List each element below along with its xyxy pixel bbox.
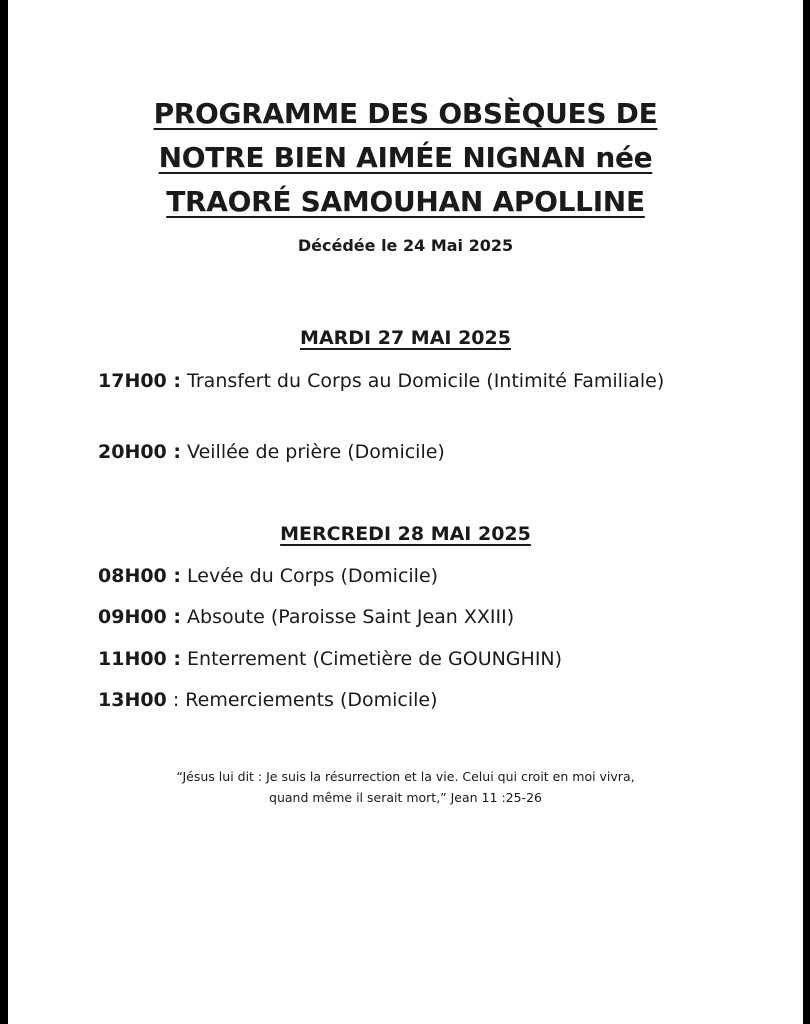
schedule-time: 11H00 : (98, 648, 181, 670)
day-heading-wednesday: MERCREDI 28 MAI 2025 (280, 523, 531, 545)
title-line-1: PROGRAMME DES OBSÈQUES DE (153, 97, 658, 130)
schedule-item (98, 367, 698, 395)
schedule-item (98, 562, 698, 590)
page-title (8, 92, 803, 224)
death-date: Décédée le 24 Mai 2025 (297, 236, 514, 255)
title-line-3: TRAORÉ SAMOUHAN APOLLINE (166, 185, 645, 218)
schedule-item (98, 645, 698, 673)
schedule-time: 08H00 : (98, 565, 181, 587)
quote-line-1: “Jésus lui dit : Je suis la résurrection et la vie. Celui qui croit en moi vivra, (176, 769, 635, 784)
title-line-2: NOTRE BIEN AIMÉE NIGNAN née (158, 141, 653, 174)
schedule-time: 13H00 (98, 689, 167, 711)
schedule-text: Absoute (Paroisse Saint Jean XXIII) (187, 606, 515, 628)
schedule-item (98, 438, 698, 466)
schedule-text: Enterrement (Cimetière de GOUNGHIN) (187, 648, 563, 670)
schedule-text: : Remerciements (Domicile) (172, 689, 438, 711)
schedule-text: Veillée de prière (Domicile) (187, 441, 445, 463)
day-heading-tuesday: MARDI 27 MAI 2025 (300, 327, 511, 349)
schedule-time: 20H00 : (98, 441, 181, 463)
schedule-text: Transfert du Corps au Domicile (Intimité Familiale) (187, 370, 665, 392)
schedule-time: 09H00 : (98, 606, 181, 628)
schedule-time: 17H00 : (98, 370, 181, 392)
bible-quote (68, 766, 743, 808)
schedule-text: Levée du Corps (Domicile) (187, 565, 439, 587)
quote-line-2: quand même il serait mort,” Jean 11 :25-26 (269, 790, 542, 805)
document-page (8, 0, 803, 1024)
schedule-item (98, 686, 698, 714)
schedule-item (98, 603, 698, 631)
